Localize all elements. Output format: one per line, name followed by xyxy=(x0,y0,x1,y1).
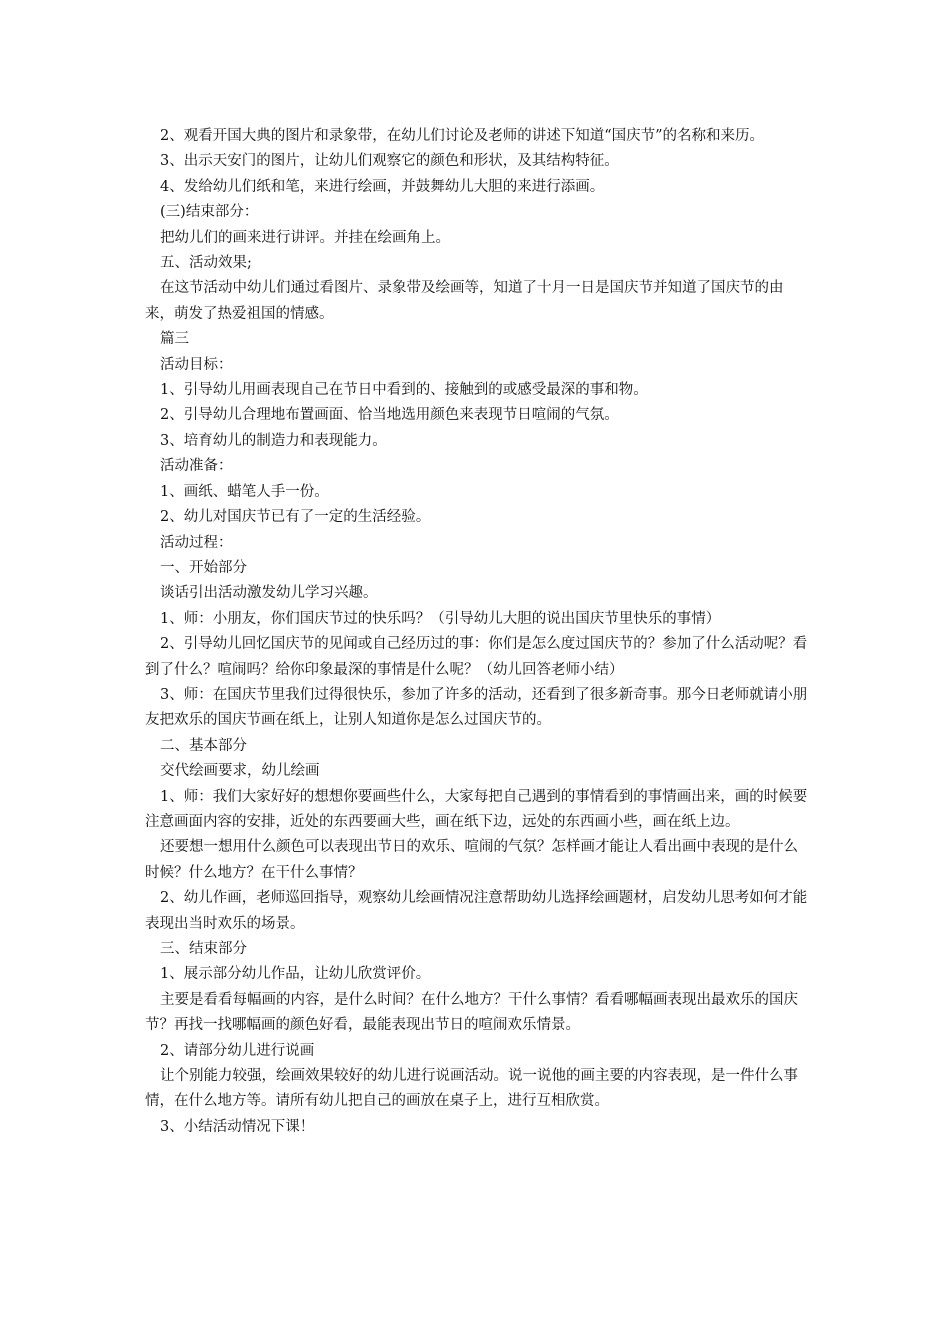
paragraph: 2、引导幼儿合理地布置画面、恰当地选用颜色来表现节日喧闹的气氛。 xyxy=(160,407,619,424)
section-heading: 活动准备： xyxy=(160,458,233,475)
section-heading: 活动目标： xyxy=(160,356,233,373)
section-heading: 一、开始部分 xyxy=(160,559,247,576)
paragraph: 3、小结活动情况下课！ xyxy=(160,1118,315,1135)
section-heading: 五、活动效果; xyxy=(160,255,252,272)
paragraph: 还要想一想用什么颜色可以表现出节日的欢乐、喧闹的气氛？怎样画才能让人看出画中表现的是什么时候？什么地方？在干什么事情？ xyxy=(145,839,798,881)
paragraph: 3、师：在国庆节里我们过得很快乐，参加了许多的活动，还看到了很多新奇事。那今日老师就请小朋友把欢乐的国庆节画在纸上，让别人知道你是怎么过国庆节的。 xyxy=(145,686,808,729)
paragraph: 交代绘画要求，幼儿绘画 xyxy=(160,763,320,780)
paragraph: 1、展示部分幼儿作品，让幼儿欣赏评价。 xyxy=(160,966,431,983)
document-body xyxy=(145,124,810,1140)
paragraph: 2、幼儿作画，老师巡回指导，观察幼儿绘画情况注意帮助幼儿选择绘画题材，启发幼儿思考如何才能表现出当时欢乐的场景。 xyxy=(145,890,808,932)
paragraph: 2、观看开国大典的图片和录象带，在幼儿们讨论及老师的讲述下知道“国庆节”的名称和来历。 xyxy=(160,128,765,144)
section-heading: 三、结束部分 xyxy=(160,941,247,957)
chapter-heading: 篇三 xyxy=(160,331,189,348)
paragraph: 2、请部分幼儿进行说画 xyxy=(160,1042,315,1059)
paragraph: 4、发给幼儿们纸和笔，来进行绘画，并鼓舞幼儿大胆的来进行添画。 xyxy=(160,178,605,195)
paragraph: 2、幼儿对国庆节已有了一定的生活经验。 xyxy=(160,509,431,526)
section-heading: (三)结束部分： xyxy=(160,204,259,221)
paragraph: 1、画纸、蜡笔人手一份。 xyxy=(160,483,329,500)
paragraph: 把幼儿们的画来进行讲评。并挂在绘画角上。 xyxy=(160,229,450,246)
paragraph: 1、师：我们大家好好的想想你要画些什么，大家每把自己遇到的事情看到的事情画出来，画的时候要注意画面内容的安排，近处的东西要画大些，画在纸下边，远处的东西画小些，画在纸上边。 xyxy=(145,788,808,830)
paragraph: 谈话引出活动激发幼儿学习兴趣。 xyxy=(160,585,378,602)
paragraph: 1、师：小朋友，你们国庆节过的快乐吗？（引导幼儿大胆的说出国庆节里快乐的事情） xyxy=(160,610,721,627)
section-heading: 活动过程： xyxy=(160,534,233,551)
paragraph: 3、培育幼儿的制造力和表现能力。 xyxy=(160,432,387,449)
paragraph: 在这节活动中幼儿们通过看图片、录象带及绘画等，知道了十月一日是国庆节并知道了国庆节的由来，萌发了热爱祖国的情感。 xyxy=(145,280,784,322)
paragraph: 1、引导幼儿用画表现自己在节日中看到的、接触到的或感受最深的事和物。 xyxy=(160,382,648,399)
paragraph: 让个别能力较强，绘画效果较好的幼儿进行说画活动。说一说他的画主要的内容表现，是一件什么事情，在什么地方等。请所有幼儿把自己的画放在桌子上，进行互相欣赏。 xyxy=(145,1068,798,1110)
paragraph: 2、引导幼儿回忆国庆节的见闻或自己经历过的事：你们是怎么度过国庆节的？参加了什么活动呢？看到了什么？喧闹吗？给你印象最深的事情是什么呢？（幼儿回答老师小结） xyxy=(145,636,808,678)
paragraph: 3、出示天安门的图片，让幼儿们观察它的颜色和形状，及其结构特征。 xyxy=(160,153,619,170)
section-heading: 二、基本部分 xyxy=(160,737,247,754)
paragraph: 主要是看看每幅画的内容，是什么时间？在什么地方？干什么事情？看看哪幅画表现出最欢乐的国庆节？再找一找哪幅画的颜色好看，最能表现出节日的喧闹欢乐情景。 xyxy=(145,991,798,1034)
